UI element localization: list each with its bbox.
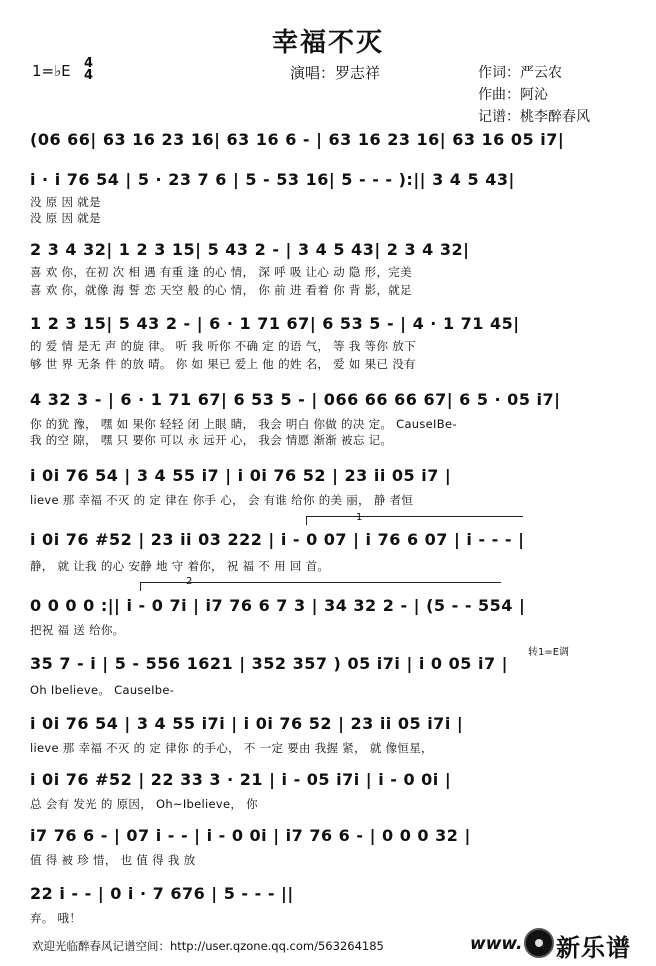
- modulation-note: 转1=E调: [528, 647, 570, 658]
- notes: i 0i 76 #52 | 22 33 3 · 21 | i - 05 i7i | i - 0 0i |: [30, 770, 452, 789]
- notes: 22 i - - | 0 i · 7 676 | 5 - - - ||: [30, 884, 294, 903]
- lyric: 值 得 被 珍 惜， 也 值 得 我 放: [30, 853, 196, 867]
- lyric-verse-1: 的 爱 情 是无 声 的旋 律。 听 我 听你 不确 定 的语 气， 等 我 等你 放下: [30, 339, 416, 353]
- lyric: 总 会有 发光 的 原因， Oh~Ibelieve， 你: [30, 797, 258, 811]
- notes: 2 3 4 32| 1 2 3 15| 5 43 2 - | 3 4 5 43| 2 3 4 32|: [30, 240, 470, 259]
- lyric-verse-2: 没 原 因 就是: [30, 211, 101, 225]
- lyric-verse-1: 你 的犹 豫， 嘿 如 果你 轻轻 闭 上眼 睛， 我会 明白 你做 的决 定。 CauseIBe-: [30, 417, 457, 431]
- footer-text: 欢迎光临醉春风记谱空间：http://user.qzone.qq.com/563264185: [32, 939, 384, 953]
- lyric-verse-1: 喜 欢 你，在初 次 相 遇 有重 逢 的心 情， 深 呼 吸 让心 动 隐 形，完美: [30, 265, 412, 279]
- notes: 1 2 3 15| 5 43 2 - | 6 · 1 71 67| 6 53 5 - | 4 · 1 71 45|: [30, 314, 520, 333]
- lyric-verse-2: 我 的空 隙， 嘿 只 要你 可以 永 远开 心， 我会 情愿 渐渐 被忘 记。: [30, 433, 393, 447]
- volta-label-1: 1: [356, 512, 363, 523]
- notes: 35 7 - i | 5 - 556 1621 | 352 357 ) 05 i7i | i 0 05 i7 |: [30, 654, 508, 673]
- lyric-verse-2: 喜 欢 你，就像 海 誓 恋 天空 般 的心 情， 你 前 进 看着 你 背 影，就足: [30, 283, 412, 297]
- disc-logo-icon: [524, 928, 554, 958]
- notes: i 0i 76 54 | 3 4 55 i7 | i 0i 76 52 | 23 ii 05 i7 |: [30, 466, 452, 485]
- lyric: Oh Ibelieve。 CauseIbe-: [30, 683, 175, 697]
- key-signature: 1=♭E: [32, 62, 71, 80]
- notes: i 0i 76 54 | 3 4 55 i7i | i 0i 76 52 | 23 ii 05 i7i |: [30, 714, 464, 733]
- time-bottom: 4: [84, 68, 94, 83]
- lyric: 把祝 福 送 给你。: [30, 623, 125, 637]
- singer: 演唱：罗志祥: [290, 64, 381, 82]
- lyric: 静， 就 让我 的心 安静 地 守 着你， 祝 福 不 用 回 首。: [30, 559, 330, 573]
- lyric: lieve 那 幸福 不灭 的 定 律在 你手 心， 会 有谁 给你 的美 丽， 静 者恒: [30, 493, 414, 507]
- site-logo: 新乐谱: [556, 934, 631, 962]
- notes: i · i 76 54 | 5 · 23 7 6 | 5 - 53 16| 5 - - - ):|| 3 4 5 43|: [30, 170, 515, 189]
- song-title: 幸福不灭: [271, 28, 384, 58]
- volta-bracket-2: [140, 582, 501, 591]
- volta-label-2: 2: [186, 576, 193, 587]
- notes: i 0i 76 #52 | 23 ii 03 222 | i - 0 07 | i 76 6 07 | i - - - |: [30, 530, 525, 549]
- lyricist: 作词：严云农: [478, 65, 562, 81]
- volta-bracket-1: [306, 516, 523, 525]
- lyric-verse-1: 没 原 因 就是: [30, 195, 101, 209]
- transcriber: 记谱：桃李醉春风: [478, 109, 590, 125]
- lyric: lieve 那 幸福 不灭 的 定 律你 的手心， 不 一定 要由 我握 紧， 就 像恒星，: [30, 741, 433, 755]
- footer-www: www.: [470, 934, 523, 954]
- notes: 0 0 0 0 :|| i - 0 7i | i7 76 6 7 3 | 34 32 2 - | (5 - - 554 |: [30, 596, 526, 615]
- notes: i7 76 6 - | 07 i - - | i - 0 0i | i7 76 6 - | 0 0 0 32 |: [30, 826, 471, 845]
- lyric-verse-2: 够 世 界 无条 件 的放 晴。 你 如 果已 爱上 他 的姓 名， 爱 如 果已 没有: [30, 357, 416, 371]
- lyric: 弃。 哦！: [30, 911, 82, 925]
- notes: (06 66| 63 16 23 16| 63 16 6 - | 63 16 23 16| 63 16 05 i7|: [30, 130, 565, 149]
- composer: 作曲：阿沁: [478, 87, 548, 103]
- time-top: 4: [84, 56, 94, 71]
- time-signature: [84, 58, 93, 82]
- notes: 4 32 3 - | 6 · 1 71 67| 6 53 5 - | 066 66 66 67| 6 5 · 05 i7|: [30, 390, 561, 409]
